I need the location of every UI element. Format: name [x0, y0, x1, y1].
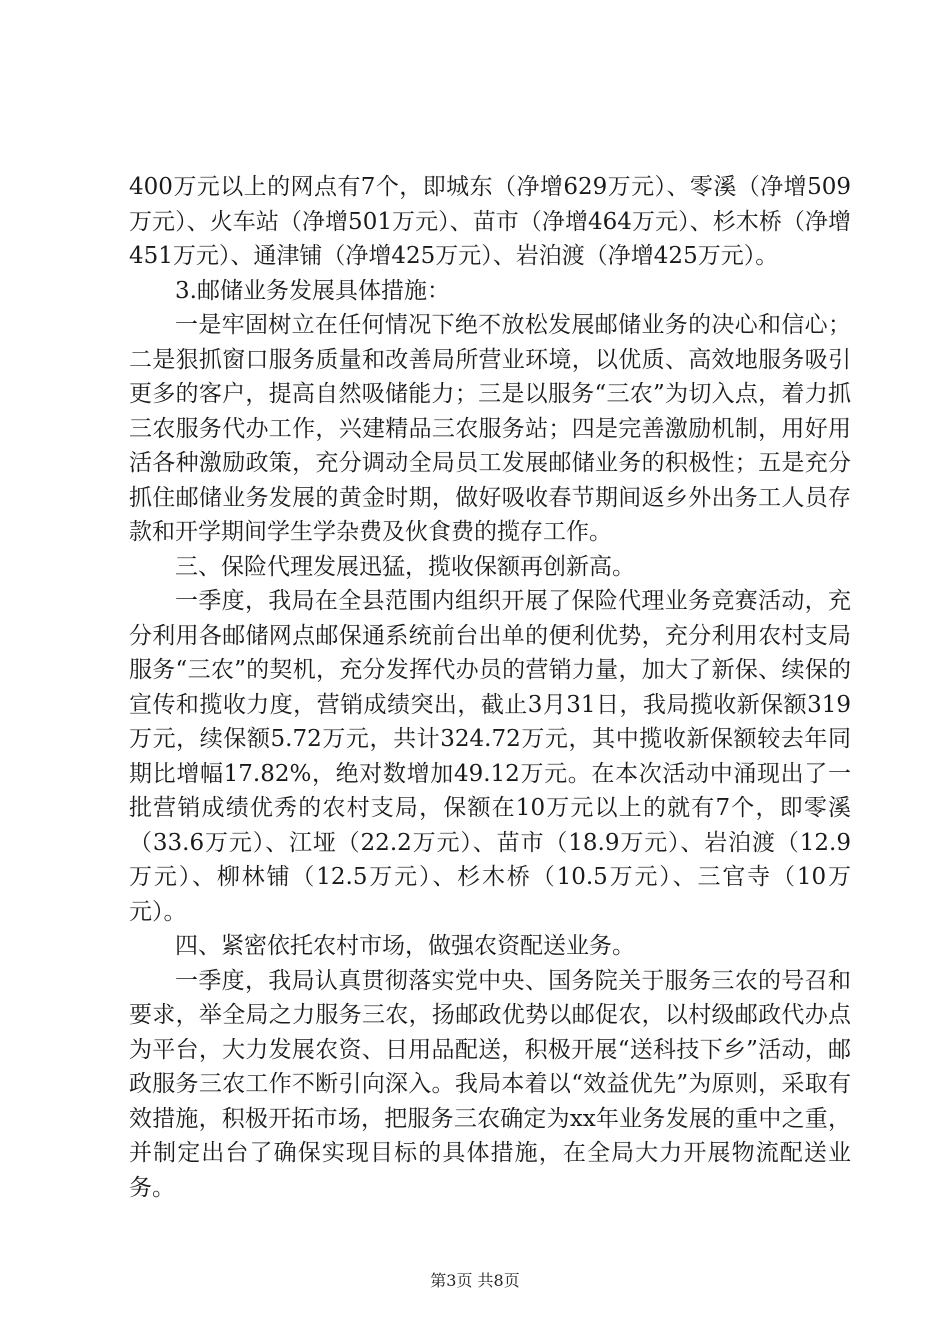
paragraph-4-heading: 三、保险代理发展迅猛，揽收保额再创新高。 [175, 553, 635, 580]
paragraph-7: 一季度，我局认真贯彻落实党中央、国务院关于服务三农的号召和要求，举全局之力服务三农，扬邮政优势以邮促农，以村级邮政代办点为平台，大力发展农资、日用品配送，积极开展“送科技下乡”活动，邮政服务三农工作不断引向深入。我局本着以“效益优先”为原则，采取有效措施，积极开拓市场，把服务三农确定为xx年业务发展的重中之重，并制定出台了确保实现目标的具体措施，在全局大力开展物流配送业务。 [129, 967, 851, 1201]
paragraph-6-heading: 四、紧密依托农村市场，做强农资配送业务。 [175, 933, 635, 959]
paragraph-3: 一是牢固树立在任何情况下绝不放松发展邮储业务的决心和信心；二是狠抓窗口服务质量和改善局所营业环境，以优质、高效地服务吸引更多的客户，提高自然吸储能力；三是以服务“三农”为切入点，着力抓三农服务代办工作，兴建精品三农服务站；四是完善激励机制，用好用活各种激励政策，充分调动全局员工发展邮储业务的积极性；五是充分抓住邮储业务发展的黄金时期，做好吸收春节期间返乡外出务工人员存款和开学期间学生学杂费及伙食费的揽存工作。 [129, 312, 851, 545]
paragraph-5: 一季度，我局在全县范围内组织开展了保险代理业务竞赛活动，充分利用各邮储网点邮保通系统前台出单的便利优势，充分利用农村支局服务“三农”的契机，充分发挥代办员的营销力量，加大了新保、续保的宣传和揽收力度，营销成绩突出，截止3月31日，我局揽收新保额319万元，续保额5.72万元，共计324.72万元，其中揽收新保额较去年同期比增幅17.82%，绝对数增加49.12万元。在本次活动中涌现出了一批营销成绩优秀的农村支局，保额在10万元以上的就有7个，即零溪（33.6万元）、江垭（22.2万元）、苗市（18.9万元）、岩泊渡（12.9万元）、柳林铺（12.5万元）、杉木桥（10.5万元）、三官寺（10万元）。 [129, 588, 851, 925]
paragraph-2-heading: 3.邮储业务发展具体措施： [175, 277, 450, 304]
paragraph-1: 400万元以上的网点有7个，即城东（净增629万元）、零溪（净增509万元）、火车站（净增501万元）、苗市（净增464万元）、杉木桥（净增451万元）、通津铺（净增425万元）、岩泊渡（净增425万元）。 [129, 174, 851, 269]
document-body [129, 170, 851, 1205]
page-footer: 第3页 共8页 [430, 1271, 520, 1290]
